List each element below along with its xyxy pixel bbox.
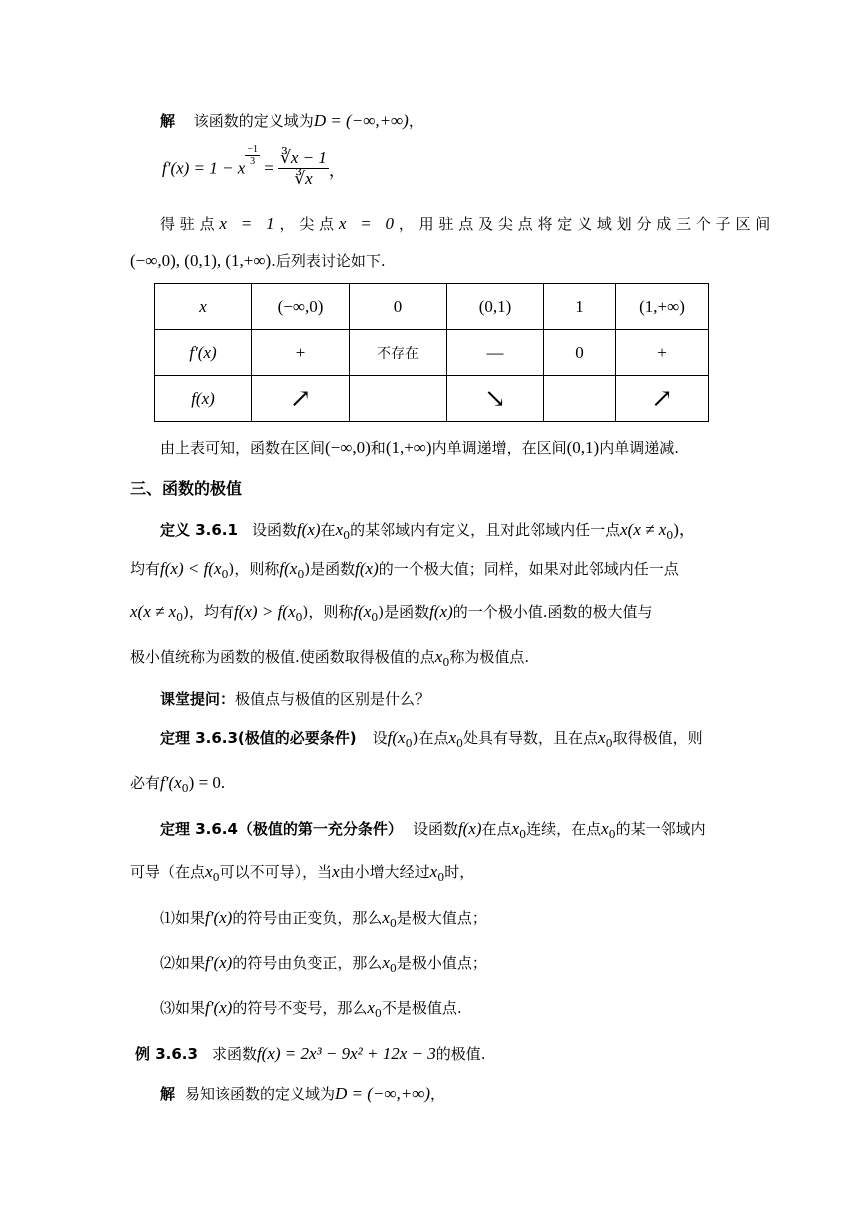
table-row <box>155 330 709 376</box>
definition-line-2: 均有$f(x) < f(x_0)$，则称$f(x_0)$是函数f(x)的一个极大值；同样，如果对此邻域内任一点 <box>130 559 679 581</box>
conclusion: 由上表可知，函数在区间(−∞,0)和(1,+∞)内单调递增，在区间(0,1)内单调递减. <box>160 438 679 457</box>
domain-formula: D = (−∞,+∞) <box>313 111 409 130</box>
case-1: ⑴如果f′(x)的符号由正变负，那么$x_0$是极大值点； <box>160 908 487 930</box>
solution-label: 解 <box>160 112 176 130</box>
table-cell: x <box>155 284 252 330</box>
table-cell: f(x) <box>155 376 252 422</box>
solution-line-2: 解 易知该函数的定义域为D = (−∞,+∞)， <box>160 1084 446 1103</box>
table-cell: + <box>252 330 350 376</box>
theorem-4-line-2: 可导（在点$x_0$可以不可导），当x由小增大经过$x_0$时， <box>130 862 475 884</box>
comma: ， <box>408 112 424 130</box>
table-cell: (1,+∞) <box>616 284 709 330</box>
table-row <box>155 284 709 330</box>
stationary-paragraph-line-1: 得驻点x = 1，尖点x = 0，用驻点及尖点将定义域划分成三个子区间 <box>160 214 776 233</box>
exponent-fraction: $\frac{-1}{3}$ <box>247 144 258 167</box>
theorem-4-line-1: 定理 3.6.4（极值的第一充分条件） 设函数f(x)在点$x_0$连续，在点$x_0$的某一邻域内 <box>160 819 706 841</box>
case-2: ⑵如果f′(x)的符号由负变正，那么$x_0$是极小值点； <box>160 953 487 975</box>
table-cell <box>350 376 447 422</box>
definition-line-4: 极小值统称为函数的极值.使函数取得极值的点$x_0$称为极值点. <box>130 647 530 669</box>
section-heading: 三、函数的极值 <box>130 479 243 498</box>
table-cell: (−∞,0) <box>252 284 350 330</box>
table-row <box>155 376 709 422</box>
derivative-formula: f′(x) = 1 − x $\frac{-1}{3}$ = $\frac{∛x - 1}{∛x}$ ， <box>162 144 346 188</box>
table-cell: 1 <box>544 284 616 330</box>
definition-line-1: 定义 3.6.1 设函数f(x)在$x_0$的某邻域内有定义，且对此邻域内任一点$x(x \ne x_0)$， <box>160 520 696 542</box>
solution-text: 该函数的定义域为 <box>193 112 314 130</box>
table-cell: 不存在 <box>350 330 447 376</box>
table-cell <box>544 376 616 422</box>
increasing-arrow-icon: ↗ <box>252 376 350 422</box>
table-cell: + <box>616 330 709 376</box>
increasing-arrow-icon: ↗ <box>616 376 709 422</box>
monotonicity-table <box>154 283 709 422</box>
table-cell: 0 <box>350 284 447 330</box>
table-cell: f′(x) <box>155 330 252 376</box>
example-line: 例 3.6.3 求函数f(x) = 2x³ − 9x² + 12x − 3的极值. <box>135 1044 486 1063</box>
table-cell: 0 <box>544 330 616 376</box>
derivative-fraction: $\frac{∛x - 1}{∛x}$ <box>280 148 327 188</box>
table-cell: (0,1) <box>447 284 544 330</box>
class-question: 课堂提问：极值点与极值的区别是什么？ <box>160 690 431 708</box>
theorem-3-line-2: 必有$f'(x_0) = 0$. <box>130 773 226 795</box>
stationary-paragraph-line-2: (−∞,0), (0,1), (1,+∞).后列表讨论如下. <box>130 251 386 270</box>
derivative-lhs: f′(x) = 1 − x <box>162 158 246 178</box>
case-3: ⑶如果f′(x)的符号不变号，那么$x_0$不是极值点. <box>160 998 462 1020</box>
definition-line-3: $x(x \ne x_0)$，均有$f(x) > f(x_0)$，则称$f(x_0)$是函数f(x)的一个极小值.函数的极大值与 <box>130 602 653 624</box>
table-cell: — <box>447 330 544 376</box>
decreasing-arrow-icon: ↘ <box>447 376 544 422</box>
theorem-3-line-1: 定理 3.6.3(极值的必要条件) 设$f(x_0)$在点$x_0$处具有导数，且在点$x_0$取得极值，则 <box>160 728 703 750</box>
solution-line-1 <box>160 110 424 131</box>
